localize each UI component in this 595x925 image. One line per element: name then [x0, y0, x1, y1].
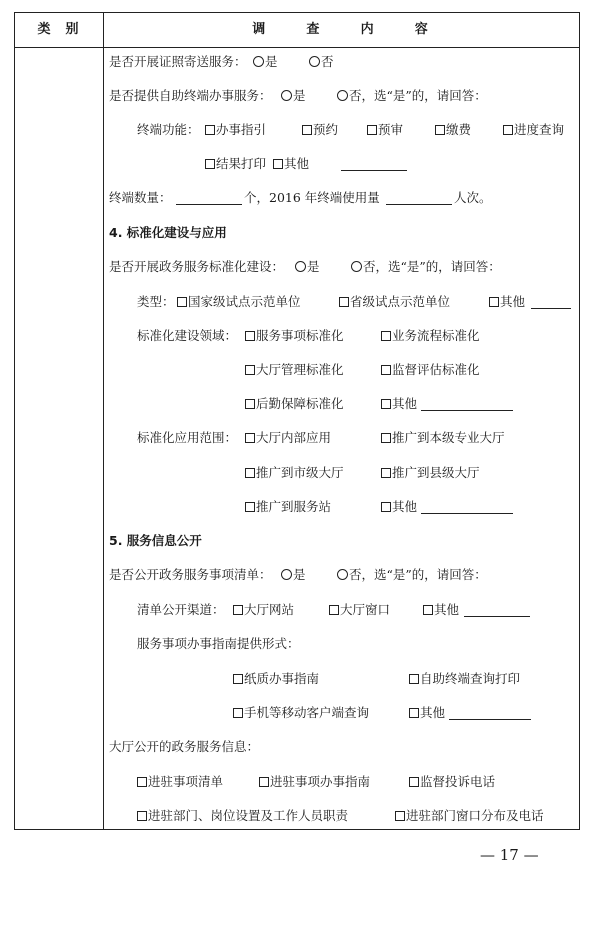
other-blank[interactable]	[531, 294, 571, 309]
checkbox-icon	[395, 811, 405, 821]
checkbox-icon	[245, 468, 255, 478]
checkbox-guide[interactable]	[205, 120, 266, 140]
field-label: 类型：	[137, 294, 175, 309]
checkbox-label: 进驻部门、岗位设置及工作人员职责	[148, 808, 349, 823]
checkbox-payment[interactable]	[435, 120, 471, 140]
radio-no[interactable]	[337, 565, 487, 585]
field-label: 服务事项办事指南提供形式：	[137, 636, 300, 651]
radio-label: 是	[307, 259, 320, 274]
checkbox-label: 推广到市级大厅	[256, 465, 344, 480]
checkbox-item-guide[interactable]	[259, 772, 370, 792]
checkbox-service-station[interactable]	[245, 497, 331, 517]
other-blank[interactable]	[421, 499, 513, 514]
checkbox-provincial[interactable]	[339, 292, 450, 312]
checkbox-label: 手机等移动客户端查询	[244, 705, 370, 720]
radio-circle-icon	[295, 261, 306, 272]
checkbox-other[interactable]	[409, 703, 445, 723]
checkbox-icon	[339, 297, 349, 307]
checkbox-icon	[381, 331, 391, 341]
checkbox-label: 其他	[420, 705, 446, 720]
radio-label: 否，选“是”的，请回答：	[363, 259, 501, 274]
checkbox-icon	[489, 297, 499, 307]
section-title-standardization: 4. 标准化建设与应用	[109, 225, 227, 240]
field-label: 终端功能：	[137, 122, 200, 137]
checkbox-icon	[273, 159, 283, 169]
checkbox-icon	[381, 433, 391, 443]
page-number: — 17 —	[480, 846, 539, 864]
field-label: 标准化建设领域：	[137, 328, 238, 343]
checkbox-service-items[interactable]	[245, 326, 344, 346]
checkbox-department-duties[interactable]	[137, 806, 348, 826]
radio-circle-icon	[281, 569, 292, 580]
checkbox-icon	[245, 365, 255, 375]
checkbox-icon	[205, 125, 215, 135]
checkbox-label: 省级试点示范单位	[350, 294, 451, 309]
radio-circle-icon	[281, 90, 292, 101]
field-label-post: 人次。	[454, 190, 492, 205]
checkbox-icon	[409, 777, 419, 787]
checkbox-icon	[409, 708, 419, 718]
checkbox-icon	[177, 297, 187, 307]
checkbox-other[interactable]	[423, 600, 459, 620]
checkbox-icon	[381, 399, 391, 409]
checkbox-icon	[409, 674, 419, 684]
checkbox-icon	[137, 777, 147, 787]
checkbox-icon	[329, 605, 339, 615]
checkbox-icon	[245, 331, 255, 341]
other-blank[interactable]	[341, 156, 407, 171]
field-label: 终端数量：	[109, 190, 172, 205]
survey-table	[14, 12, 580, 830]
radio-circle-icon	[337, 90, 348, 101]
checkbox-label: 大厅窗口	[340, 602, 391, 617]
checkbox-icon	[381, 502, 391, 512]
radio-circle-icon	[253, 56, 264, 67]
checkbox-progress[interactable]	[503, 120, 564, 140]
radio-yes[interactable]	[295, 257, 320, 277]
checkbox-icon	[233, 605, 243, 615]
field-label-mid: 个，2016 年终端使用量	[244, 190, 380, 205]
radio-no[interactable]	[309, 52, 334, 72]
checkbox-icon	[245, 433, 255, 443]
checkbox-window-distribution[interactable]	[395, 806, 544, 826]
checkbox-logistics[interactable]	[245, 394, 344, 414]
checkbox-icon	[381, 468, 391, 478]
radio-label: 否	[321, 54, 334, 69]
checkbox-label: 结果打印	[216, 156, 267, 171]
field-label: 大厅公开的政务服务信息：	[109, 739, 260, 754]
checkbox-other[interactable]	[489, 292, 525, 312]
checkbox-label: 推广到县级大厅	[392, 465, 480, 480]
checkbox-other[interactable]	[381, 394, 417, 414]
checkbox-label: 其他	[392, 499, 418, 514]
checkbox-icon	[423, 605, 433, 615]
question-text: 是否开展证照寄送服务：	[109, 54, 247, 69]
question-text: 是否开展政务服务标准化建设：	[109, 259, 285, 274]
header-content: 调 查 内 容	[252, 22, 430, 37]
checkbox-hall-website[interactable]	[233, 600, 294, 620]
checkbox-label: 其他	[284, 156, 310, 171]
checkbox-business-process[interactable]	[381, 326, 480, 346]
radio-circle-icon	[351, 261, 362, 272]
checkbox-label: 自助终端查询打印	[420, 671, 521, 686]
checkbox-label: 进驻部门窗口分布及电话	[406, 808, 544, 823]
radio-circle-icon	[309, 56, 320, 67]
checkbox-label: 缴费	[446, 122, 472, 137]
checkbox-label: 大厅内部应用	[256, 430, 332, 445]
checkbox-mobile-client[interactable]	[233, 703, 369, 723]
checkbox-national[interactable]	[177, 292, 301, 312]
terminal-count-blank[interactable]	[176, 190, 242, 205]
checkbox-item-list[interactable]	[137, 772, 223, 792]
checkbox-label: 办事指引	[216, 122, 267, 137]
checkbox-label: 业务流程标准化	[392, 328, 480, 343]
checkbox-label: 预约	[313, 122, 339, 137]
checkbox-label: 进驻事项办事指南	[270, 774, 371, 789]
header-category: 类 别	[37, 22, 81, 37]
checkbox-other[interactable]	[273, 154, 309, 174]
header-divider	[15, 47, 579, 48]
checkbox-icon	[137, 811, 147, 821]
checkbox-icon	[302, 125, 312, 135]
radio-label: 是	[293, 567, 306, 582]
checkbox-pre-review[interactable]	[367, 120, 403, 140]
other-blank[interactable]	[464, 602, 530, 617]
checkbox-icon	[245, 502, 255, 512]
checkbox-label: 服务事项标准化	[256, 328, 344, 343]
checkbox-icon	[503, 125, 513, 135]
checkbox-label: 纸质办事指南	[244, 671, 320, 686]
checkbox-icon	[233, 674, 243, 684]
checkbox-label: 大厅网站	[244, 602, 295, 617]
radio-no[interactable]	[337, 86, 487, 106]
radio-label: 是	[265, 54, 278, 69]
column-divider	[103, 13, 104, 829]
section-title-info-disclosure: 5. 服务信息公开	[109, 533, 202, 548]
question-text: 是否公开政务服务事项清单：	[109, 567, 272, 582]
checkbox-label: 监督投诉电话	[420, 774, 496, 789]
checkbox-icon	[381, 365, 391, 375]
checkbox-terminal-print[interactable]	[409, 669, 520, 689]
checkbox-result-print[interactable]	[205, 154, 266, 174]
checkbox-internal[interactable]	[245, 428, 331, 448]
checkbox-hall-window[interactable]	[329, 600, 390, 620]
question-text: 是否提供自助终端办事服务：	[109, 88, 272, 103]
radio-yes[interactable]	[253, 52, 278, 72]
checkbox-other[interactable]	[381, 497, 417, 517]
checkbox-hall-management[interactable]	[245, 360, 344, 380]
checkbox-county-level[interactable]	[381, 463, 480, 483]
checkbox-icon	[367, 125, 377, 135]
checkbox-label: 推广到本级专业大厅	[392, 430, 505, 445]
checkbox-label: 监督评估标准化	[392, 362, 480, 377]
checkbox-label: 其他	[500, 294, 526, 309]
checkbox-city-level[interactable]	[245, 463, 344, 483]
radio-label: 否，选“是”的，请回答：	[349, 88, 487, 103]
checkbox-same-level[interactable]	[381, 428, 505, 448]
checkbox-label: 后勤保障标准化	[256, 396, 344, 411]
checkbox-complaint-phone[interactable]	[409, 772, 495, 792]
checkbox-label: 进驻事项清单	[148, 774, 224, 789]
checkbox-appointment[interactable]	[302, 120, 338, 140]
checkbox-paper-guide[interactable]	[233, 669, 319, 689]
checkbox-label: 推广到服务站	[256, 499, 332, 514]
checkbox-label: 其他	[392, 396, 418, 411]
checkbox-label: 进度查询	[514, 122, 565, 137]
checkbox-icon	[205, 159, 215, 169]
checkbox-label: 其他	[434, 602, 460, 617]
checkbox-label: 国家级试点示范单位	[188, 294, 301, 309]
other-blank[interactable]	[449, 705, 531, 720]
checkbox-label: 大厅管理标准化	[256, 362, 344, 377]
checkbox-icon	[259, 777, 269, 787]
radio-yes[interactable]	[281, 86, 306, 106]
radio-no[interactable]	[351, 257, 501, 277]
field-label: 清单公开渠道：	[137, 602, 225, 617]
usage-count-blank[interactable]	[386, 190, 452, 205]
field-label: 标准化应用范围：	[137, 430, 238, 445]
other-blank[interactable]	[421, 396, 513, 411]
radio-circle-icon	[337, 569, 348, 580]
radio-label: 是	[293, 88, 306, 103]
checkbox-icon	[435, 125, 445, 135]
radio-yes[interactable]	[281, 565, 306, 585]
checkbox-icon	[245, 399, 255, 409]
radio-label: 否，选“是”的，请回答：	[349, 567, 487, 582]
checkbox-icon	[233, 708, 243, 718]
checkbox-label: 预审	[378, 122, 404, 137]
checkbox-supervision[interactable]	[381, 360, 480, 380]
